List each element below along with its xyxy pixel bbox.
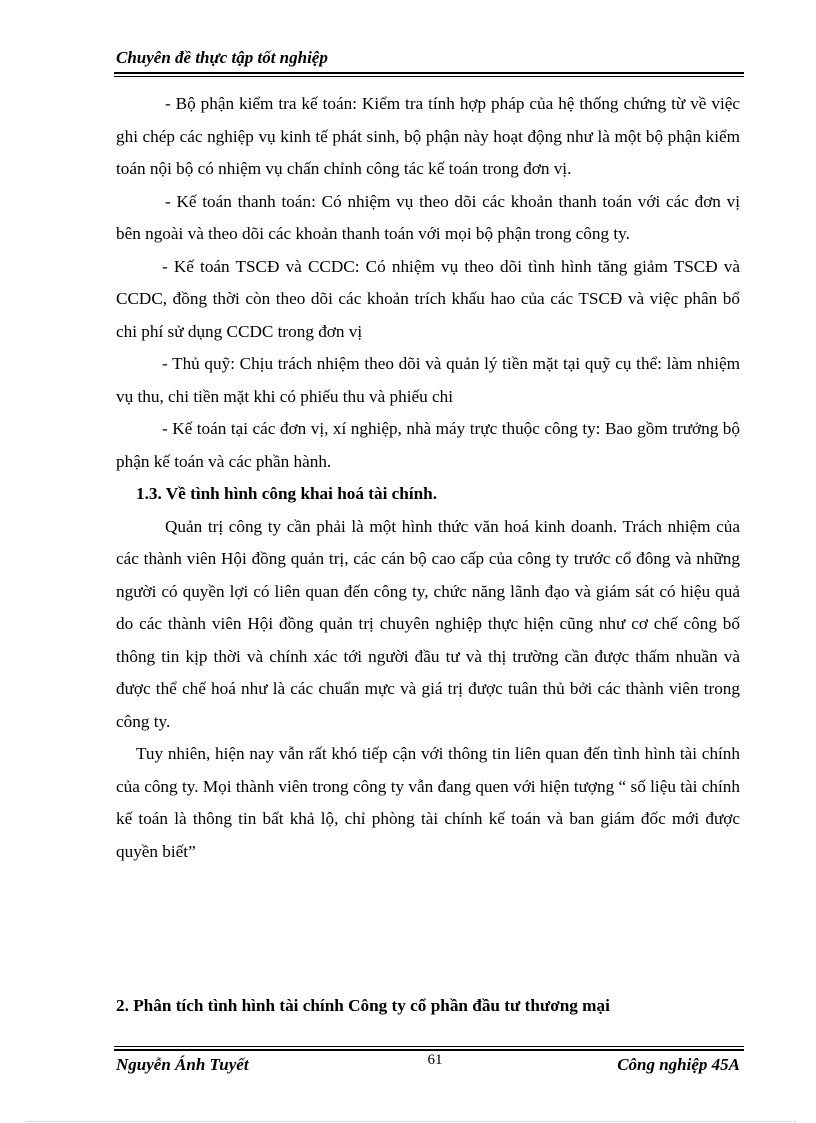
footer-rule-thin (114, 1046, 744, 1047)
header-title: Chuyên đề thực tập tốt nghiệp (116, 48, 328, 67)
header-rule-thick (114, 72, 744, 74)
body-text (116, 88, 740, 868)
paragraph-audit: - Bộ phận kiểm tra kế toán: Kiểm tra tính hợp pháp của hệ thống chứng từ về việc ghi chép các nghiệp vụ kinh tế phát sinh, bộ phận này hoạt động như là một bộ phận kiểm toán nội bộ có nhiệm vụ chấn chỉnh công tác kế toán trong đơn vị. (116, 94, 740, 178)
paragraph-payment: - Kế toán thanh toán: Có nhiệm vụ theo dõi các khoản thanh toán với các đơn vị bên ngoài và theo dõi các khoản thanh toán với mọi bộ phận trong công ty. (116, 191, 740, 243)
paragraph-however: Tuy nhiên, hiện nay vẫn rất khó tiếp cận với thông tin liên quan đến tình hình tài chính của công ty. Mọi thành viên trong công ty vẫn đang quen với hiện tượng “ số liệu tài chính kế toán là thông tin bất khả lộ, chỉ phòng tài chính kế toán và ban giám đốc mới được quyền biết” (116, 744, 740, 861)
heading-1-3: 1.3. Về tình hình công khai hoá tài chính. (136, 484, 438, 503)
header-rule-thin (114, 76, 744, 77)
page-edge-divider (26, 1121, 796, 1122)
paragraph-fixed-assets: - Kế toán TSCĐ và CCDC: Có nhiệm vụ theo dõi tình hình tăng giảm TSCĐ và CCDC, đồng thời còn theo dõi các khoản trích khấu hao của các TSCĐ và việc phân bổ chi phí sử dụng CCDC trong đơn vị (116, 256, 740, 341)
paragraph-treasurer: - Thủ quỹ: Chịu trách nhiệm theo dõi và quản lý tiền mặt tại quỹ cụ thể: làm nhiệm vụ thu, chi tiền mặt khi có phiếu thu và phiếu chi (116, 354, 740, 406)
paragraph-governance: Quản trị công ty cần phải là một hình thức văn hoá kinh doanh. Trách nhiệm của các thành viên Hội đồng quản trị, các cán bộ cao cấp của công ty trước cổ đông và những người có quyền lợi có liên quan đến công ty, chức năng lãnh đạo và giám sát có hiệu quả do các thành viên Hội đồng quản trị chuyên nghiệp thực hiện cũng như cơ chế công bố thông tin kịp thời và chính xác tới người đầu tư và thị trường cần được thấm nhuần và được thể chế hoá như là các chuẩn mực và giá trị được tuân thủ bởi các thành viên trong công ty. (116, 516, 740, 731)
footer-rule-thick (114, 1049, 744, 1051)
page-number: 61 (427, 1052, 443, 1068)
footer-class: Công nghiệp 45A (617, 1055, 740, 1074)
footer-author: Nguyễn Ánh Tuyết (116, 1055, 249, 1074)
paragraph-units: - Kế toán tại các đơn vị, xí nghiệp, nhà máy trực thuộc công ty: Bao gồm trưởng bộ phận kế toán và các phần hành. (116, 419, 740, 471)
section-2-heading: 2. Phân tích tình hình tài chính Công ty cổ phần đầu tư thương mại (116, 996, 610, 1015)
